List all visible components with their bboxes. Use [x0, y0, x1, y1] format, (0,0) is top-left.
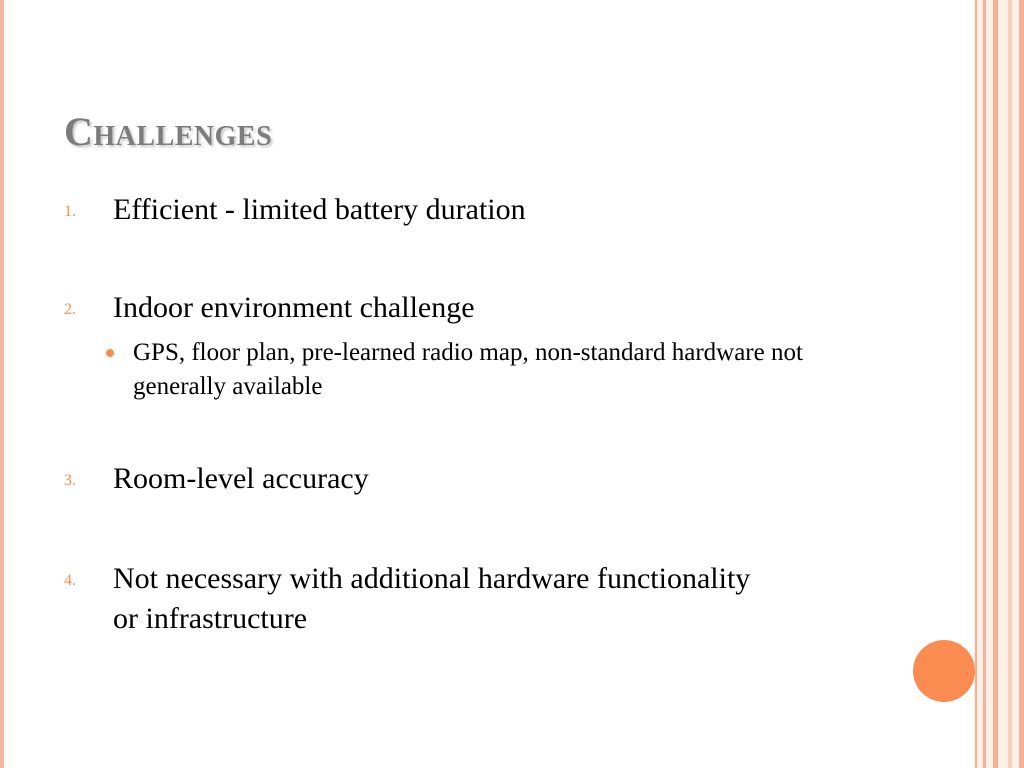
decorative-stripe	[1019, 0, 1024, 768]
list-item-text: Indoor environment challenge	[113, 291, 475, 324]
sub-bullet-text: GPS, floor plan, pre-learned radio map, non-standard hardware not generally available	[133, 339, 803, 400]
decorative-stripe	[983, 0, 986, 768]
left-border-stripe	[0, 0, 4, 768]
list-number: 2.	[64, 301, 76, 318]
decorative-stripe	[975, 0, 977, 768]
right-border-panel	[974, 0, 1024, 768]
decorative-stripe	[993, 0, 998, 768]
bullet-icon	[106, 349, 114, 357]
list-item-text: Room-level accuracy	[113, 462, 369, 495]
list-number: 1.	[64, 203, 76, 220]
list-item-text: Efficient - limited battery duration	[113, 193, 526, 226]
slide-title: Challenges	[64, 109, 273, 154]
accent-circle	[913, 640, 975, 702]
list-item-text: Not necessary with additional hardware functionality or infrastructure	[113, 562, 751, 635]
list-number: 3.	[64, 472, 76, 489]
decorative-stripe	[1008, 0, 1012, 768]
list-number: 4.	[64, 572, 76, 589]
